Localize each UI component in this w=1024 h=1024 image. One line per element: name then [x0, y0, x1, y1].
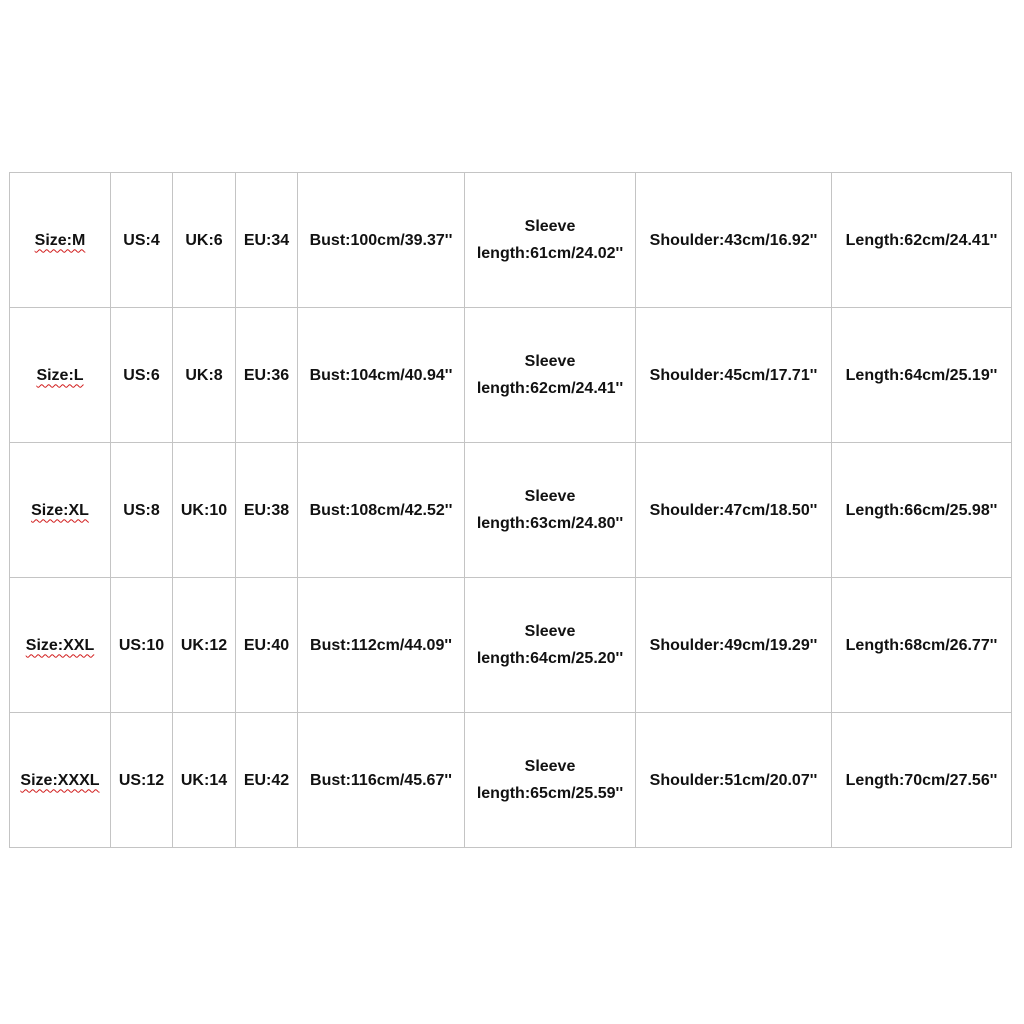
table-row	[10, 308, 1012, 443]
table-row	[10, 713, 1012, 848]
shoulder-cell: Shoulder:43cm/16.92''	[636, 173, 832, 308]
size-label: Size:L	[36, 366, 84, 384]
sleeve-cell	[465, 578, 636, 713]
uk-size-cell: UK:6	[173, 173, 236, 308]
uk-size-cell: UK:8	[173, 308, 236, 443]
sleeve-length-value: length:61cm/24.02''	[476, 245, 624, 262]
size-cell	[10, 443, 111, 578]
size-label: Size:XL	[31, 501, 89, 519]
sleeve-cell	[465, 173, 636, 308]
eu-size-cell: EU:36	[236, 308, 298, 443]
table-row	[10, 578, 1012, 713]
length-cell: Length:62cm/24.41''	[832, 173, 1012, 308]
sleeve-label: Sleeve	[524, 758, 576, 775]
size-cell	[10, 173, 111, 308]
eu-size-cell: EU:42	[236, 713, 298, 848]
sleeve-label: Sleeve	[524, 488, 576, 505]
sleeve-cell	[465, 443, 636, 578]
eu-size-cell: EU:40	[236, 578, 298, 713]
length-cell: Length:70cm/27.56''	[832, 713, 1012, 848]
length-cell: Length:66cm/25.98''	[832, 443, 1012, 578]
sleeve-label: Sleeve	[524, 218, 576, 235]
us-size-cell: US:6	[111, 308, 173, 443]
size-cell	[10, 308, 111, 443]
size-chart-table	[9, 172, 1012, 848]
bust-cell: Bust:116cm/45.67''	[298, 713, 465, 848]
size-cell	[10, 713, 111, 848]
us-size-cell: US:8	[111, 443, 173, 578]
uk-size-cell: UK:14	[173, 713, 236, 848]
us-size-cell: US:12	[111, 713, 173, 848]
shoulder-cell: Shoulder:45cm/17.71''	[636, 308, 832, 443]
eu-size-cell: EU:34	[236, 173, 298, 308]
sleeve-label: Sleeve	[524, 623, 576, 640]
shoulder-cell: Shoulder:47cm/18.50''	[636, 443, 832, 578]
us-size-cell: US:4	[111, 173, 173, 308]
bust-cell: Bust:104cm/40.94''	[298, 308, 465, 443]
sleeve-cell	[465, 713, 636, 848]
sleeve-length-value: length:64cm/25.20''	[476, 650, 624, 667]
size-label: Size:XXXL	[20, 771, 100, 789]
bust-cell: Bust:112cm/44.09''	[298, 578, 465, 713]
bust-cell: Bust:108cm/42.52''	[298, 443, 465, 578]
bust-cell: Bust:100cm/39.37''	[298, 173, 465, 308]
length-cell: Length:68cm/26.77''	[832, 578, 1012, 713]
eu-size-cell: EU:38	[236, 443, 298, 578]
uk-size-cell: UK:12	[173, 578, 236, 713]
sleeve-label: Sleeve	[524, 353, 576, 370]
size-label: Size:XXL	[25, 636, 95, 654]
uk-size-cell: UK:10	[173, 443, 236, 578]
length-cell: Length:64cm/25.19''	[832, 308, 1012, 443]
sleeve-length-value: length:62cm/24.41''	[476, 380, 624, 397]
shoulder-cell: Shoulder:51cm/20.07''	[636, 713, 832, 848]
us-size-cell: US:10	[111, 578, 173, 713]
sleeve-length-value: length:65cm/25.59''	[476, 785, 624, 802]
sleeve-cell	[465, 308, 636, 443]
table-row	[10, 443, 1012, 578]
size-label: Size:M	[34, 231, 86, 249]
size-cell	[10, 578, 111, 713]
sleeve-length-value: length:63cm/24.80''	[476, 515, 624, 532]
table-row	[10, 173, 1012, 308]
shoulder-cell: Shoulder:49cm/19.29''	[636, 578, 832, 713]
